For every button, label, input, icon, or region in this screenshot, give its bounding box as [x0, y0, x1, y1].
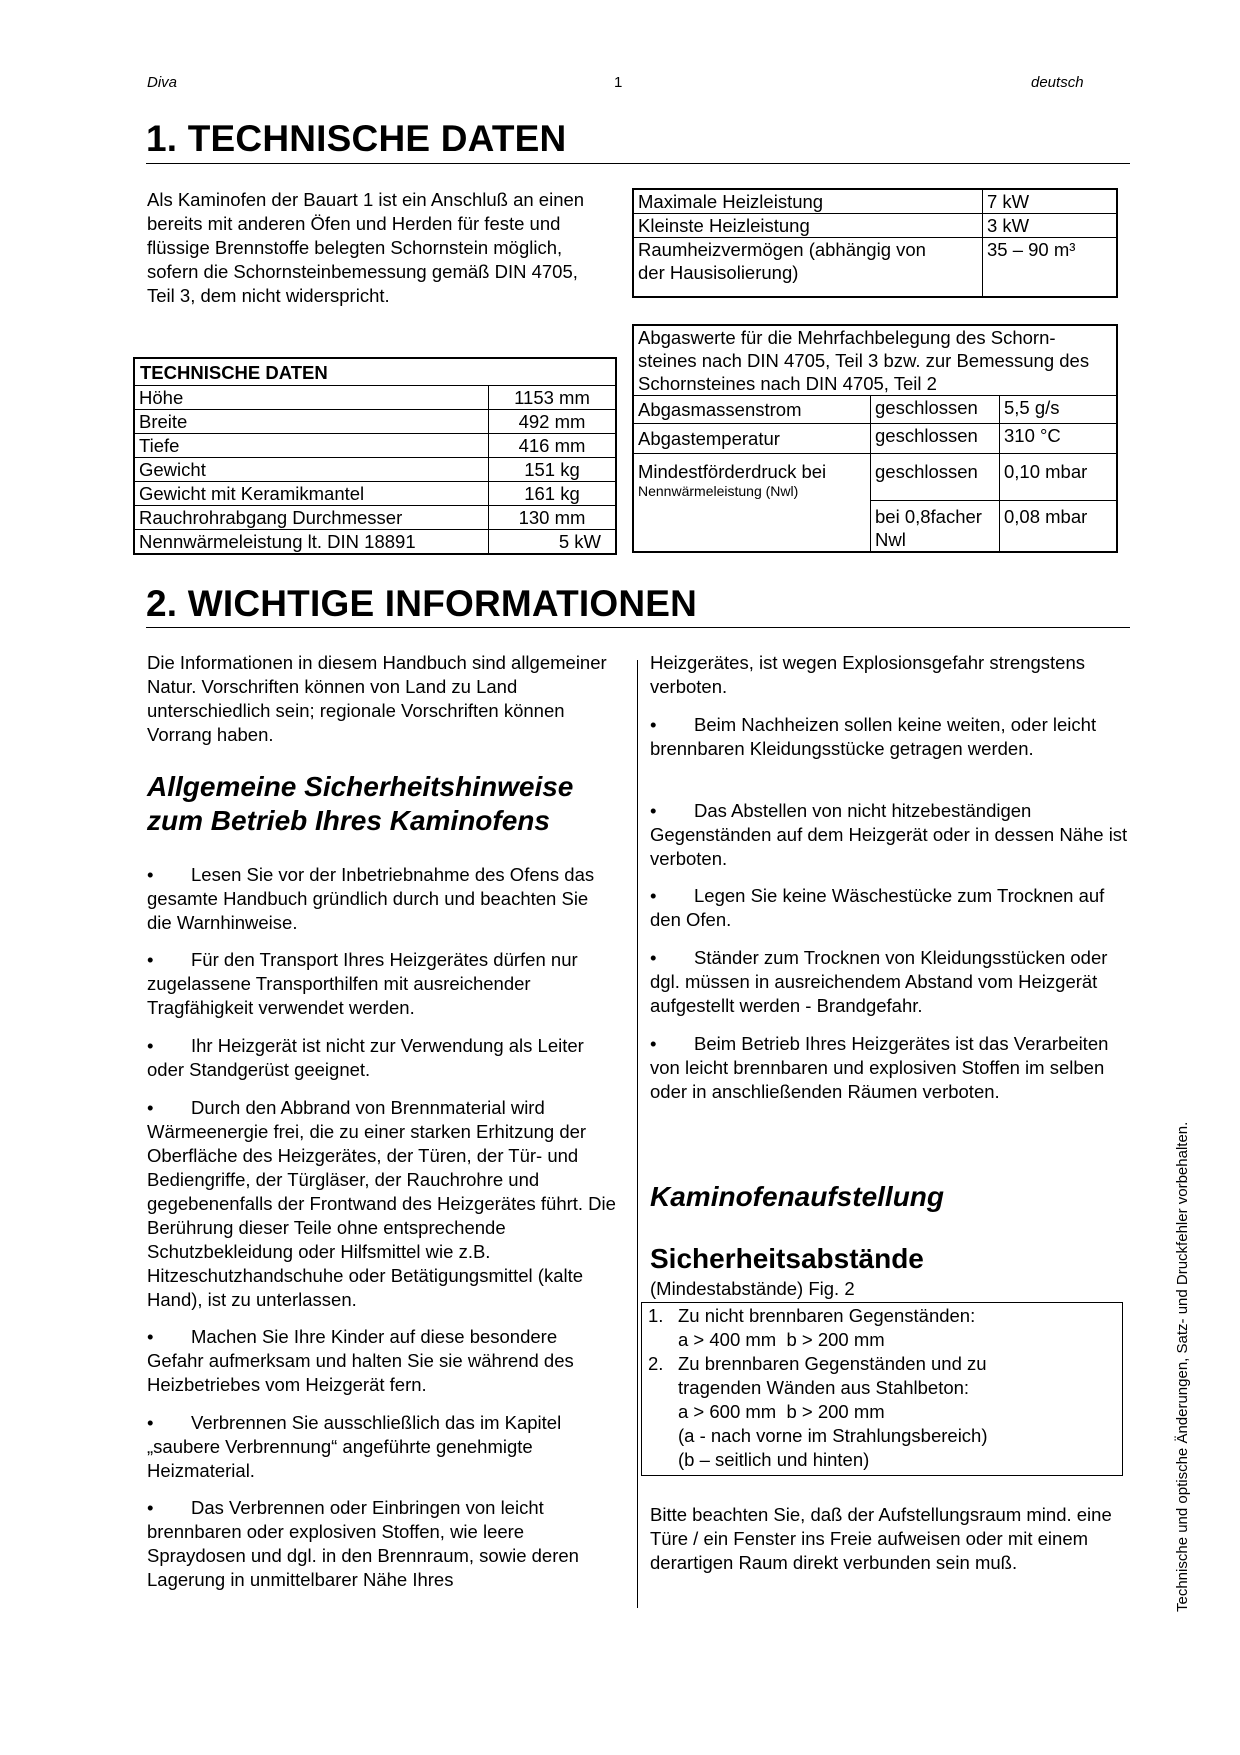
list-item-text: Durch den Abbrand von Brennmaterial wird Wärmeenergie frei, die zu einer starken Erhitzung der Oberfläche des Heizgerätes, der Türen, der Tür- und Bediengriffe, der Türgläser, der Rauchrohre und gegebenenfalls der Frontwand des Heizgerätes führt. Die Berührung dieser Teile ohne entsprechende Schutzbekleidung oder Hilfsmittel wie z.B. Hitzeschutzhandschuhe oder Betätigungsmittel (kalte Hand), ist zu unterlassen. — [147, 1097, 616, 1310]
bullet-icon: • — [147, 1097, 154, 1118]
list-item — [147, 948, 617, 1020]
distances-box — [641, 1302, 1123, 1476]
list-item-text: Legen Sie keine Wäschestücke zum Trocknen auf den Ofen. — [650, 885, 1105, 930]
side-disclaimer: Technische und optische Änderungen, Satz- und Druckfehler vorbehalten. — [1174, 1121, 1191, 1612]
tech-label-nennwaerme: Nennwärmeleistung lt. DIN 18891 — [134, 530, 489, 555]
list-item-text: Verbrennen Sie ausschließlich das im Kapitel „saubere Verbrennung“ angeführte genehmigte Heizmaterial. — [147, 1412, 562, 1481]
power-value-room: 35 – 90 m³ — [983, 238, 1118, 298]
exhaust-draft-sublabel: Nennwärmeleistung (Nwl) — [638, 483, 799, 499]
table-row — [633, 396, 1117, 424]
bullet-icon: • — [650, 885, 657, 906]
list-item-text: Für den Transport Ihres Heizgerätes dürfen nur zugelassene Transporthilfen mit ausreichender Tragfähigkeit verwendet werden. — [147, 949, 578, 1018]
bullet-icon: • — [147, 864, 154, 885]
list-item — [650, 799, 1128, 871]
exhaust-label-temperatur: Abgastemperatur — [633, 424, 871, 454]
bullet-icon: • — [147, 1497, 154, 1518]
tech-label-rauchrohr: Rauchrohrabgang Durchmesser — [134, 506, 489, 530]
list-item — [650, 946, 1128, 1018]
table-row — [134, 458, 616, 482]
tech-value-tiefe: 416 mm — [489, 434, 617, 458]
exhaust-value-massenstrom: 5,5 g/s — [1000, 396, 1118, 424]
power-label-min: Kleinste Heizleistung — [633, 214, 983, 238]
distances-item2-title: Zu brennbaren Gegenständen und zu tragenden Wänden aus Stahlbeton: — [678, 1353, 987, 1398]
exhaust-draft-label: Mindestförderdruck bei — [638, 461, 827, 482]
tech-label-hoehe: Höhe — [134, 386, 489, 410]
header-left: Diva — [147, 74, 178, 91]
list-item — [650, 713, 1128, 761]
exhaust-cond-draft-closed: geschlossen — [871, 454, 1000, 501]
room-note: Bitte beachten Sie, daß der Aufstellungsraum mind. eine Türe / ein Fenster ins Freie aufweisen oder mit einem derartigen Raum direkt verbunden sein muß. — [650, 1504, 1112, 1573]
list-item — [147, 1496, 617, 1592]
distances-item2-note-a: (a - nach vorne im Strahlungsbereich) — [678, 1425, 988, 1446]
safety-heading: Allgemeine Sicherheitshinweise zum Betrieb Ihres Kaminofens — [147, 771, 574, 836]
table-row — [134, 530, 616, 555]
exhaust-heading: Abgaswerte für die Mehrfachbelegung des Schorn-steines nach DIN 4705, Teil 3 bzw. zur Bemessung des Schornsteines nach DIN 4705, Teil 2 — [633, 325, 1117, 396]
distances-item2-num: 2. — [648, 1353, 664, 1374]
table-row — [134, 482, 616, 506]
exhaust-draft-cell — [633, 454, 871, 553]
table-row — [134, 506, 616, 530]
list-item-text: Beim Nachheizen sollen keine weiten, oder leicht brennbaren Kleidungsstücke getragen werden. — [650, 714, 1097, 759]
distances-item1-title: Zu nicht brennbaren Gegenständen: — [678, 1305, 976, 1326]
bullet-icon: • — [147, 1326, 154, 1347]
distances-item1-num: 1. — [648, 1305, 664, 1326]
distances-heading: Sicherheitsabstände — [650, 1243, 924, 1274]
power-value-min: 3 kW — [983, 214, 1118, 238]
table-row — [633, 238, 1117, 298]
list-item — [650, 884, 1128, 932]
list-item-text: Ihr Heizgerät ist nicht zur Verwendung als Leiter oder Standgerüst geeignet. — [147, 1035, 584, 1080]
list-item — [147, 1411, 617, 1483]
tech-table-heading: TECHNISCHE DATEN — [134, 358, 616, 386]
power-label-room: Raumheizvermögen (abhängig von der Hausisolierung) — [633, 238, 983, 298]
list-item-text: Lesen Sie vor der Inbetriebnahme des Ofens das gesamte Handbuch gründlich durch und beachten Sie die Warnhinweise. — [147, 864, 595, 933]
distances-item2-values: a > 600 mm b > 200 mm — [678, 1401, 885, 1422]
list-item — [147, 863, 617, 935]
tech-value-keramik: 161 kg — [489, 482, 617, 506]
table-row — [134, 434, 616, 458]
tech-value-nennwaerme: 5 kW — [489, 530, 617, 555]
exhaust-cond-massenstrom: geschlossen — [871, 396, 1000, 424]
header-right: deutsch — [1031, 74, 1084, 91]
list-item-text: Ständer zum Trocknen von Kleidungsstücken oder dgl. müssen in ausreichendem Abstand vom Heizgerät aufgestellt werden - Brandgefahr. — [650, 947, 1108, 1016]
section2-intro: Die Informationen in diesem Handbuch sind allgemeiner Natur. Vorschriften können von Land zu Land unterschiedlich sein; regionale Vorschriften können Vorrang haben. — [147, 652, 607, 745]
page-number: 1 — [614, 74, 623, 91]
column-divider — [637, 660, 638, 1608]
bullet-icon: • — [147, 1035, 154, 1056]
tech-label-breite: Breite — [134, 410, 489, 434]
exhaust-table — [632, 324, 1118, 553]
table-row — [633, 454, 1117, 501]
exhaust-value-draft-08: 0,08 mbar — [1000, 501, 1118, 553]
bullet-icon: • — [147, 1412, 154, 1433]
setup-heading: Kaminofenaufstellung — [650, 1181, 945, 1212]
right-continuation: Heizgerätes, ist wegen Explosionsgefahr strengstens verboten. — [650, 652, 1085, 697]
distances-item1-values: a > 400 mm b > 200 mm — [678, 1329, 885, 1350]
bullet-icon: • — [650, 800, 657, 821]
power-table — [632, 188, 1118, 298]
tech-value-rauchrohr: 130 mm — [489, 506, 617, 530]
bullet-icon: • — [650, 947, 657, 968]
list-item — [147, 1325, 617, 1397]
tech-label-keramik: Gewicht mit Keramikmantel — [134, 482, 489, 506]
exhaust-value-temperatur: 310 °C — [1000, 424, 1118, 454]
exhaust-value-draft-closed: 0,10 mbar — [1000, 454, 1118, 501]
section2-rule — [146, 627, 1130, 628]
list-item-text: Machen Sie Ihre Kinder auf diese besondere Gefahr aufmerksam und halten Sie sie während des Heizbetriebes vom Heizgerät fern. — [147, 1326, 574, 1395]
bullet-icon: • — [650, 714, 657, 735]
tech-data-table — [133, 357, 617, 555]
list-item — [147, 1034, 617, 1082]
distances-sub: (Mindestabstände) Fig. 2 — [650, 1278, 855, 1299]
list-item-text: Beim Betrieb Ihres Heizgerätes ist das Verarbeiten von leicht brennbaren und explosiven Stoffen im selben oder in anschließenden Räumen verboten. — [650, 1033, 1109, 1102]
tech-value-breite: 492 mm — [489, 410, 617, 434]
table-row — [134, 410, 616, 434]
list-item-text: Das Verbrennen oder Einbringen von leicht brennbaren oder explosiven Stoffen, wie leere Spraydosen und dgl. in den Brennraum, sowie deren Lagerung in unmittelbarer Nähe Ihres — [147, 1497, 579, 1590]
table-row — [633, 424, 1117, 454]
distances-item2-note-b: (b – seitlich und hinten) — [678, 1449, 870, 1470]
section2-title: 2. WICHTIGE INFORMATIONEN — [146, 583, 698, 624]
table-row — [633, 189, 1117, 214]
bullet-icon: • — [650, 1033, 657, 1054]
power-label-max: Maximale Heizleistung — [633, 189, 983, 214]
list-item — [650, 1032, 1128, 1104]
list-item-text: Das Abstellen von nicht hitzebeständigen Gegenständen auf dem Heizgerät oder in dessen Nähe ist verboten. — [650, 800, 1128, 869]
exhaust-cond-temperatur: geschlossen — [871, 424, 1000, 454]
exhaust-label-massenstrom: Abgasmassenstrom — [633, 396, 871, 424]
section1-rule — [146, 163, 1130, 164]
tech-value-gewicht: 151 kg — [489, 458, 617, 482]
bullet-icon: • — [147, 949, 154, 970]
power-value-max: 7 kW — [983, 189, 1118, 214]
table-row — [134, 386, 616, 410]
list-item — [147, 1096, 617, 1312]
section1-title: 1. TECHNISCHE DATEN — [146, 118, 567, 159]
table-row — [633, 214, 1117, 238]
tech-table-heading-row — [134, 358, 616, 386]
exhaust-cond-draft-08: bei 0,8facher Nwl — [871, 501, 1000, 553]
tech-label-tiefe: Tiefe — [134, 434, 489, 458]
section1-intro: Als Kaminofen der Bauart 1 ist ein Anschluß an einen bereits mit anderen Öfen und Herden für feste und flüssige Brennstoffe belegten Schornstein möglich, sofern die Schornsteinbemessung gemäß DIN 4705, Teil 3, dem nicht widerspricht. — [147, 189, 585, 306]
tech-label-gewicht: Gewicht — [134, 458, 489, 482]
tech-value-hoehe: 1153 mm — [489, 386, 617, 410]
exhaust-heading-row — [633, 325, 1117, 396]
